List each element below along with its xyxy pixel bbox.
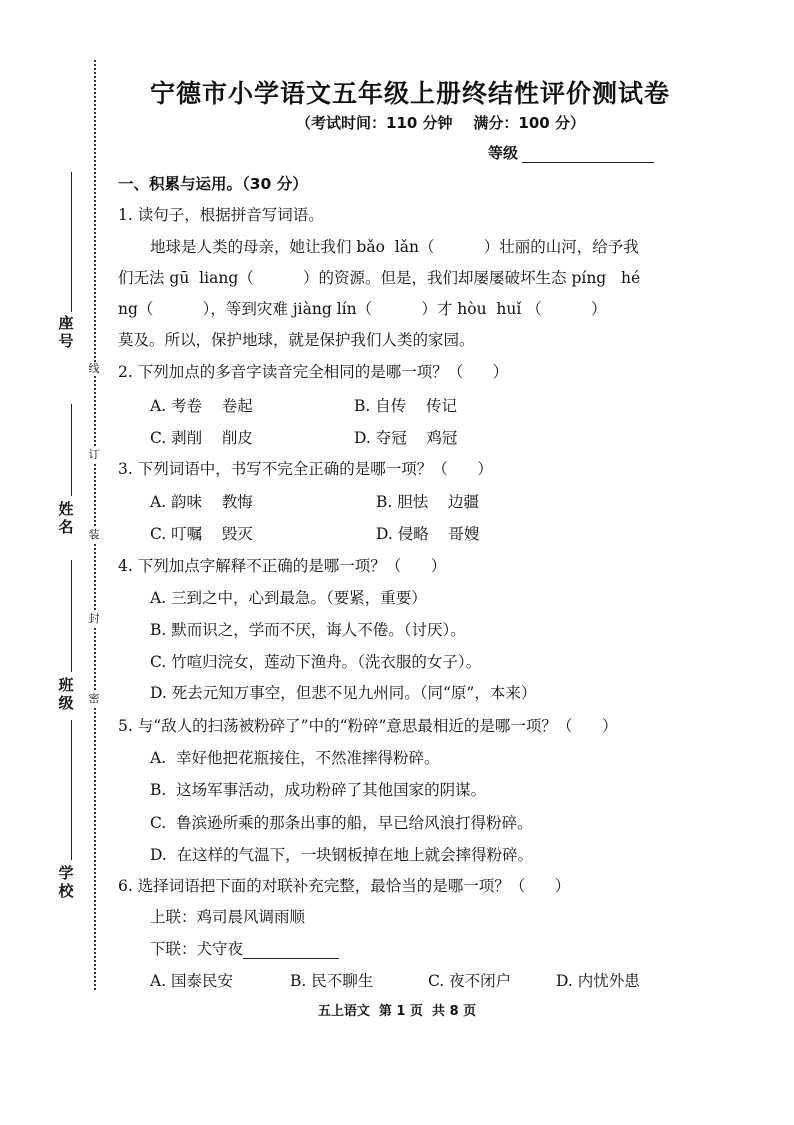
- q3-option-c[interactable]: C. 叮嘱 毁灭: [150, 525, 253, 543]
- page-title: 宁德市小学语文五年级上册终结性评价测试卷: [150, 79, 671, 108]
- q1-line-1: 地球是人类的母亲，她让我们 bǎo lǎn（ ）壮丽的山河，给予我: [150, 238, 639, 256]
- q2-option-d[interactable]: D. 夺冠 鸡冠: [354, 429, 458, 447]
- q3-option-a[interactable]: A. 韵味 教悔: [150, 493, 253, 511]
- grade-field: [488, 142, 654, 163]
- grade-blank[interactable]: [522, 147, 654, 163]
- q5-option-c[interactable]: C. 鲁滨逊所乘的那条出事的船，早已给风浪打得粉碎。: [150, 814, 533, 832]
- q4-option-c[interactable]: C. 竹喧归浣女，莲动下渔舟。（洗衣服的女子）。: [150, 653, 482, 671]
- seal-char-feng: 封: [84, 612, 104, 626]
- q6-lower-couplet: 下联：犬守夜: [150, 939, 339, 959]
- q5-option-a[interactable]: A. 幸好他把花瓶接住，不然准摔得粉碎。: [150, 749, 440, 767]
- q3-option-b[interactable]: B. 胆怯 边疆: [376, 493, 479, 511]
- q6-upper-couplet: 上联：鸡司晨风调雨顺: [150, 908, 306, 926]
- seal-char-ding: 订: [84, 448, 104, 462]
- exam-info: （考试时间：110 分钟 满分：100 分）: [296, 114, 585, 132]
- school-label: 学校: [58, 864, 74, 900]
- school-line: [71, 720, 72, 860]
- binding-dotted-line: [94, 60, 96, 990]
- q4-option-d[interactable]: D. 死去元知万事空，但悲不见九州同。（同“原”，本来）: [150, 684, 537, 702]
- q6-option-d[interactable]: D. 内忧外患: [556, 972, 640, 990]
- q6-option-c[interactable]: C. 夜不闭户: [428, 972, 512, 990]
- q4-option-b[interactable]: B. 默而识之，学而不厌，诲人不倦。（讨厌）。: [150, 621, 466, 639]
- seal-char-xian: 线: [84, 362, 104, 376]
- grade-label: 等级: [488, 144, 519, 162]
- page-footer: 五上语文 第 1 页 共 8 页: [317, 1004, 477, 1019]
- q3-stem: 3. 下列词语中，书写不完全正确的是哪一项？（ ）: [118, 460, 493, 478]
- name-label: 姓名: [58, 500, 74, 536]
- seat-number-label: 座号: [58, 314, 74, 350]
- q2-option-c[interactable]: C. 剥削 削皮: [150, 429, 253, 447]
- q6-option-a[interactable]: A. 国泰民安: [150, 972, 234, 990]
- q6-option-b[interactable]: B. 民不聊生: [290, 972, 374, 990]
- q6-stem: 6. 选择词语把下面的对联补充完整，最恰当的是哪一项？（ ）: [118, 877, 571, 895]
- q1-line-3: ng（ ），等到灾难 jiàng lín（ ）才 hòu huǐ （ ）: [118, 300, 607, 318]
- q5-option-d[interactable]: D. 在这样的气温下，一块钢板掉在地上就会摔得粉碎。: [150, 846, 534, 864]
- q1-line-4: 莫及。所以，保护地球，就是保护我们人类的家园。: [118, 331, 475, 349]
- q2-stem: 2. 下列加点的多音字读音完全相同的是哪一项？（ ）: [118, 363, 509, 381]
- q1-stem: 1. 读句子，根据拼音写词语。: [118, 206, 324, 224]
- q4-stem: 4. 下列加点字解释不正确的是哪一项？（ ）: [118, 557, 447, 575]
- q3-option-d[interactable]: D. 侵略 哥嫂: [376, 525, 480, 543]
- name-line: [71, 404, 72, 496]
- class-line: [71, 560, 72, 672]
- q2-option-a[interactable]: A. 考卷 卷起: [150, 397, 253, 415]
- q5-stem: 5. 与“敌人的扫荡被粉碎了”中的“粉碎”意思最相近的是哪一项？（ ）: [118, 717, 618, 735]
- q4-option-a[interactable]: A. 三到之中，心到最急。（要紧，重要）: [150, 589, 427, 607]
- q2-option-b[interactable]: B. 自传 传记: [354, 397, 457, 415]
- seat-number-line: [71, 172, 72, 312]
- seal-char-zhuang: 装: [84, 528, 104, 542]
- q1-line-2: 们无法 gū liang（ ）的资源。但是，我们却屡屡破坏生态 píng hé: [118, 269, 641, 287]
- q5-option-b[interactable]: B. 这场军事活动，成功粉碎了其他国家的阴谋。: [150, 781, 487, 799]
- section-heading: 一、积累与运用。（30 分）: [118, 175, 308, 193]
- seal-char-mi: 密: [84, 692, 104, 706]
- class-label: 班级: [58, 676, 74, 712]
- q6-couplet-blank[interactable]: [243, 942, 339, 959]
